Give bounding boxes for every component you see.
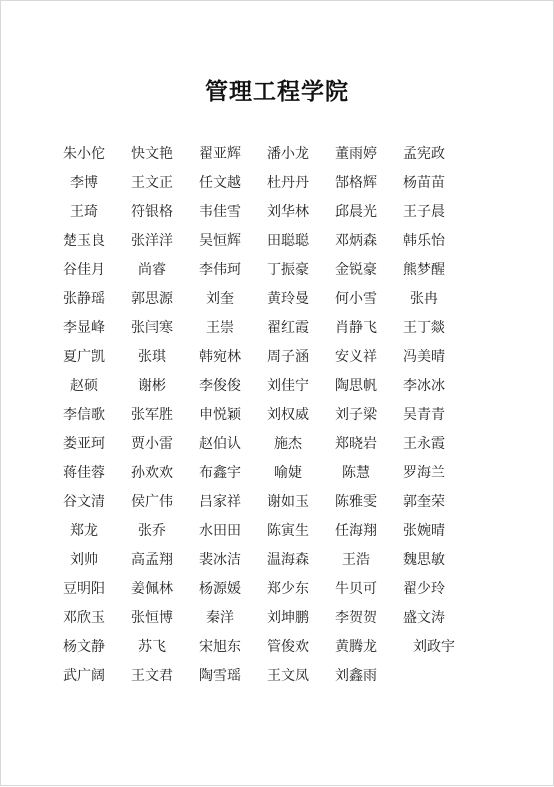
name-entry: 刘权威: [267, 407, 309, 423]
name-entry: 吴恒辉: [199, 233, 241, 249]
name-entry: 符银格: [131, 204, 173, 220]
name-entry: 熊梦醒: [403, 262, 445, 278]
name-entry: 赵硕: [70, 378, 98, 394]
name-row: [63, 637, 493, 666]
name-entry: 丁振豪: [267, 262, 309, 278]
name-entry: 刘华林: [267, 204, 309, 220]
name-entry: 蒋佳蓉: [63, 465, 105, 481]
name-row: [63, 318, 493, 347]
name-row: [63, 202, 493, 231]
name-row: [63, 289, 493, 318]
name-entry: 郭思源: [131, 291, 173, 307]
name-entry: 姜佩林: [131, 581, 173, 597]
name-entry: 张恒博: [131, 610, 173, 626]
name-entry: 邱晨光: [335, 204, 377, 220]
name-entry: 娄亚珂: [63, 436, 105, 452]
name-entry: 王文君: [131, 668, 173, 684]
name-entry: 张琪: [138, 349, 166, 365]
name-entry: 吴青青: [403, 407, 445, 423]
name-entry: 韩宛林: [199, 349, 241, 365]
name-entry: 牛贝可: [335, 581, 377, 597]
name-entry: 王琦: [70, 204, 98, 220]
name-entry: 武广阔: [63, 668, 105, 684]
name-entry: 任海翔: [335, 523, 377, 539]
name-entry: 喻婕: [274, 465, 302, 481]
name-entry: 谷文清: [63, 494, 105, 510]
name-entry: 孙欢欢: [131, 465, 173, 481]
name-entry: 黄腾龙: [335, 639, 377, 655]
name-entry: 布鑫宇: [199, 465, 241, 481]
name-entry: 宋旭东: [199, 639, 241, 655]
name-entry: 王永霞: [403, 436, 445, 452]
name-row: [63, 260, 493, 289]
name-entry: 李博: [70, 175, 98, 191]
name-entry: 陶思帆: [335, 378, 377, 394]
name-entry: 李俊俊: [199, 378, 241, 394]
name-row: [63, 173, 493, 202]
name-entry: 郑龙: [70, 523, 98, 539]
name-entry: 冯美晴: [403, 349, 445, 365]
name-entry: 谢如玉: [267, 494, 309, 510]
name-entry: 陈雅雯: [335, 494, 377, 510]
name-row: [63, 347, 493, 376]
name-entry: 张军胜: [131, 407, 173, 423]
name-entry: 王子晨: [403, 204, 445, 220]
name-row: [63, 144, 493, 173]
name-entry: 张乔: [138, 523, 166, 539]
name-entry: 韩乐怡: [403, 233, 445, 249]
name-entry: 吕家祥: [199, 494, 241, 510]
name-entry: 夏广凯: [63, 349, 105, 365]
name-entry: 朱小佗: [63, 146, 105, 162]
name-entry: 郜格辉: [335, 175, 377, 191]
name-entry: 秦洋: [206, 610, 234, 626]
name-entry: 刘子梁: [335, 407, 377, 423]
name-entry: 李伟珂: [199, 262, 241, 278]
name-entry: 快文艳: [131, 146, 173, 162]
name-entry: 田聪聪: [267, 233, 309, 249]
name-row: [63, 608, 493, 637]
name-entry: 刘政宇: [413, 639, 455, 655]
name-entry: 陈慧: [342, 465, 370, 481]
name-row: [63, 521, 493, 550]
name-entry: 邓欣玉: [63, 610, 105, 626]
name-row: [63, 492, 493, 521]
name-entry: 韦佳雪: [199, 204, 241, 220]
name-entry: 潘小龙: [267, 146, 309, 162]
name-entry: 裴冰洁: [199, 552, 241, 568]
name-entry: 任文越: [199, 175, 241, 191]
name-entry: 贾小雷: [131, 436, 173, 452]
name-entry: 申悦颖: [199, 407, 241, 423]
name-entry: 金锐豪: [335, 262, 377, 278]
name-row: [63, 550, 493, 579]
name-entry: 黄玲曼: [267, 291, 309, 307]
name-entry: 何小雪: [335, 291, 377, 307]
name-entry: 陶雪瑶: [199, 668, 241, 684]
name-entry: 赵伯认: [199, 436, 241, 452]
name-entry: 侯广伟: [131, 494, 173, 510]
name-entry: 张婉晴: [403, 523, 445, 539]
name-entry: 杜丹丹: [267, 175, 309, 191]
name-entry: 杨源媛: [199, 581, 241, 597]
name-entry: 苏飞: [138, 639, 166, 655]
name-entry: 刘奎: [206, 291, 234, 307]
name-entry: 施杰: [274, 436, 302, 452]
name-entry: 王丁燚: [403, 320, 445, 336]
name-entry: 水田田: [199, 523, 241, 539]
name-entry: 孟宪政: [403, 146, 445, 162]
name-entry: 谷佳月: [63, 262, 105, 278]
name-list: [63, 144, 493, 695]
name-entry: 安义祥: [335, 349, 377, 365]
name-row: [63, 579, 493, 608]
name-entry: 尚睿: [138, 262, 166, 278]
name-row: [63, 434, 493, 463]
name-entry: 楚玉良: [63, 233, 105, 249]
name-entry: 郭奎荣: [403, 494, 445, 510]
name-entry: 陈寅生: [267, 523, 309, 539]
name-entry: 张静瑶: [63, 291, 105, 307]
name-entry: 张闫寒: [131, 320, 173, 336]
name-entry: 高孟翔: [131, 552, 173, 568]
name-entry: 温海森: [267, 552, 309, 568]
name-entry: 谢彬: [138, 378, 166, 394]
name-entry: 李贺贺: [335, 610, 377, 626]
name-entry: 郑少东: [267, 581, 309, 597]
name-entry: 豆明阳: [63, 581, 105, 597]
name-entry: 周子涵: [267, 349, 309, 365]
name-entry: 王崇: [206, 320, 234, 336]
name-entry: 罗海兰: [403, 465, 445, 481]
name-entry: 杨文静: [63, 639, 105, 655]
name-entry: 肖静飞: [335, 320, 377, 336]
name-entry: 刘鑫雨: [335, 668, 377, 684]
name-entry: 翟红霞: [267, 320, 309, 336]
name-entry: 杨苗苗: [403, 175, 445, 191]
name-entry: 郑晓岩: [335, 436, 377, 452]
name-entry: 翟少玲: [403, 581, 445, 597]
name-row: [63, 405, 493, 434]
name-entry: 李显峰: [63, 320, 105, 336]
name-entry: 邓炳森: [335, 233, 377, 249]
name-row: [63, 666, 493, 695]
name-entry: 张洋洋: [131, 233, 173, 249]
name-entry: 张冉: [410, 291, 438, 307]
name-row: [63, 231, 493, 260]
name-entry: 李冰冰: [403, 378, 445, 394]
name-row: [63, 463, 493, 492]
name-entry: 王浩: [342, 552, 370, 568]
name-entry: 翟亚辉: [199, 146, 241, 162]
name-entry: 王文凤: [267, 668, 309, 684]
name-entry: 王文正: [131, 175, 173, 191]
name-entry: 李信歌: [63, 407, 105, 423]
name-entry: 刘坤鹏: [267, 610, 309, 626]
name-entry: 刘佳宁: [267, 378, 309, 394]
name-entry: 盛文涛: [403, 610, 445, 626]
page-title: 管理工程学院: [205, 78, 349, 105]
name-entry: 管俊欢: [267, 639, 309, 655]
name-row: [63, 376, 493, 405]
name-entry: 董雨婷: [335, 146, 377, 162]
name-entry: 魏思敏: [403, 552, 445, 568]
name-entry: 刘帅: [70, 552, 98, 568]
